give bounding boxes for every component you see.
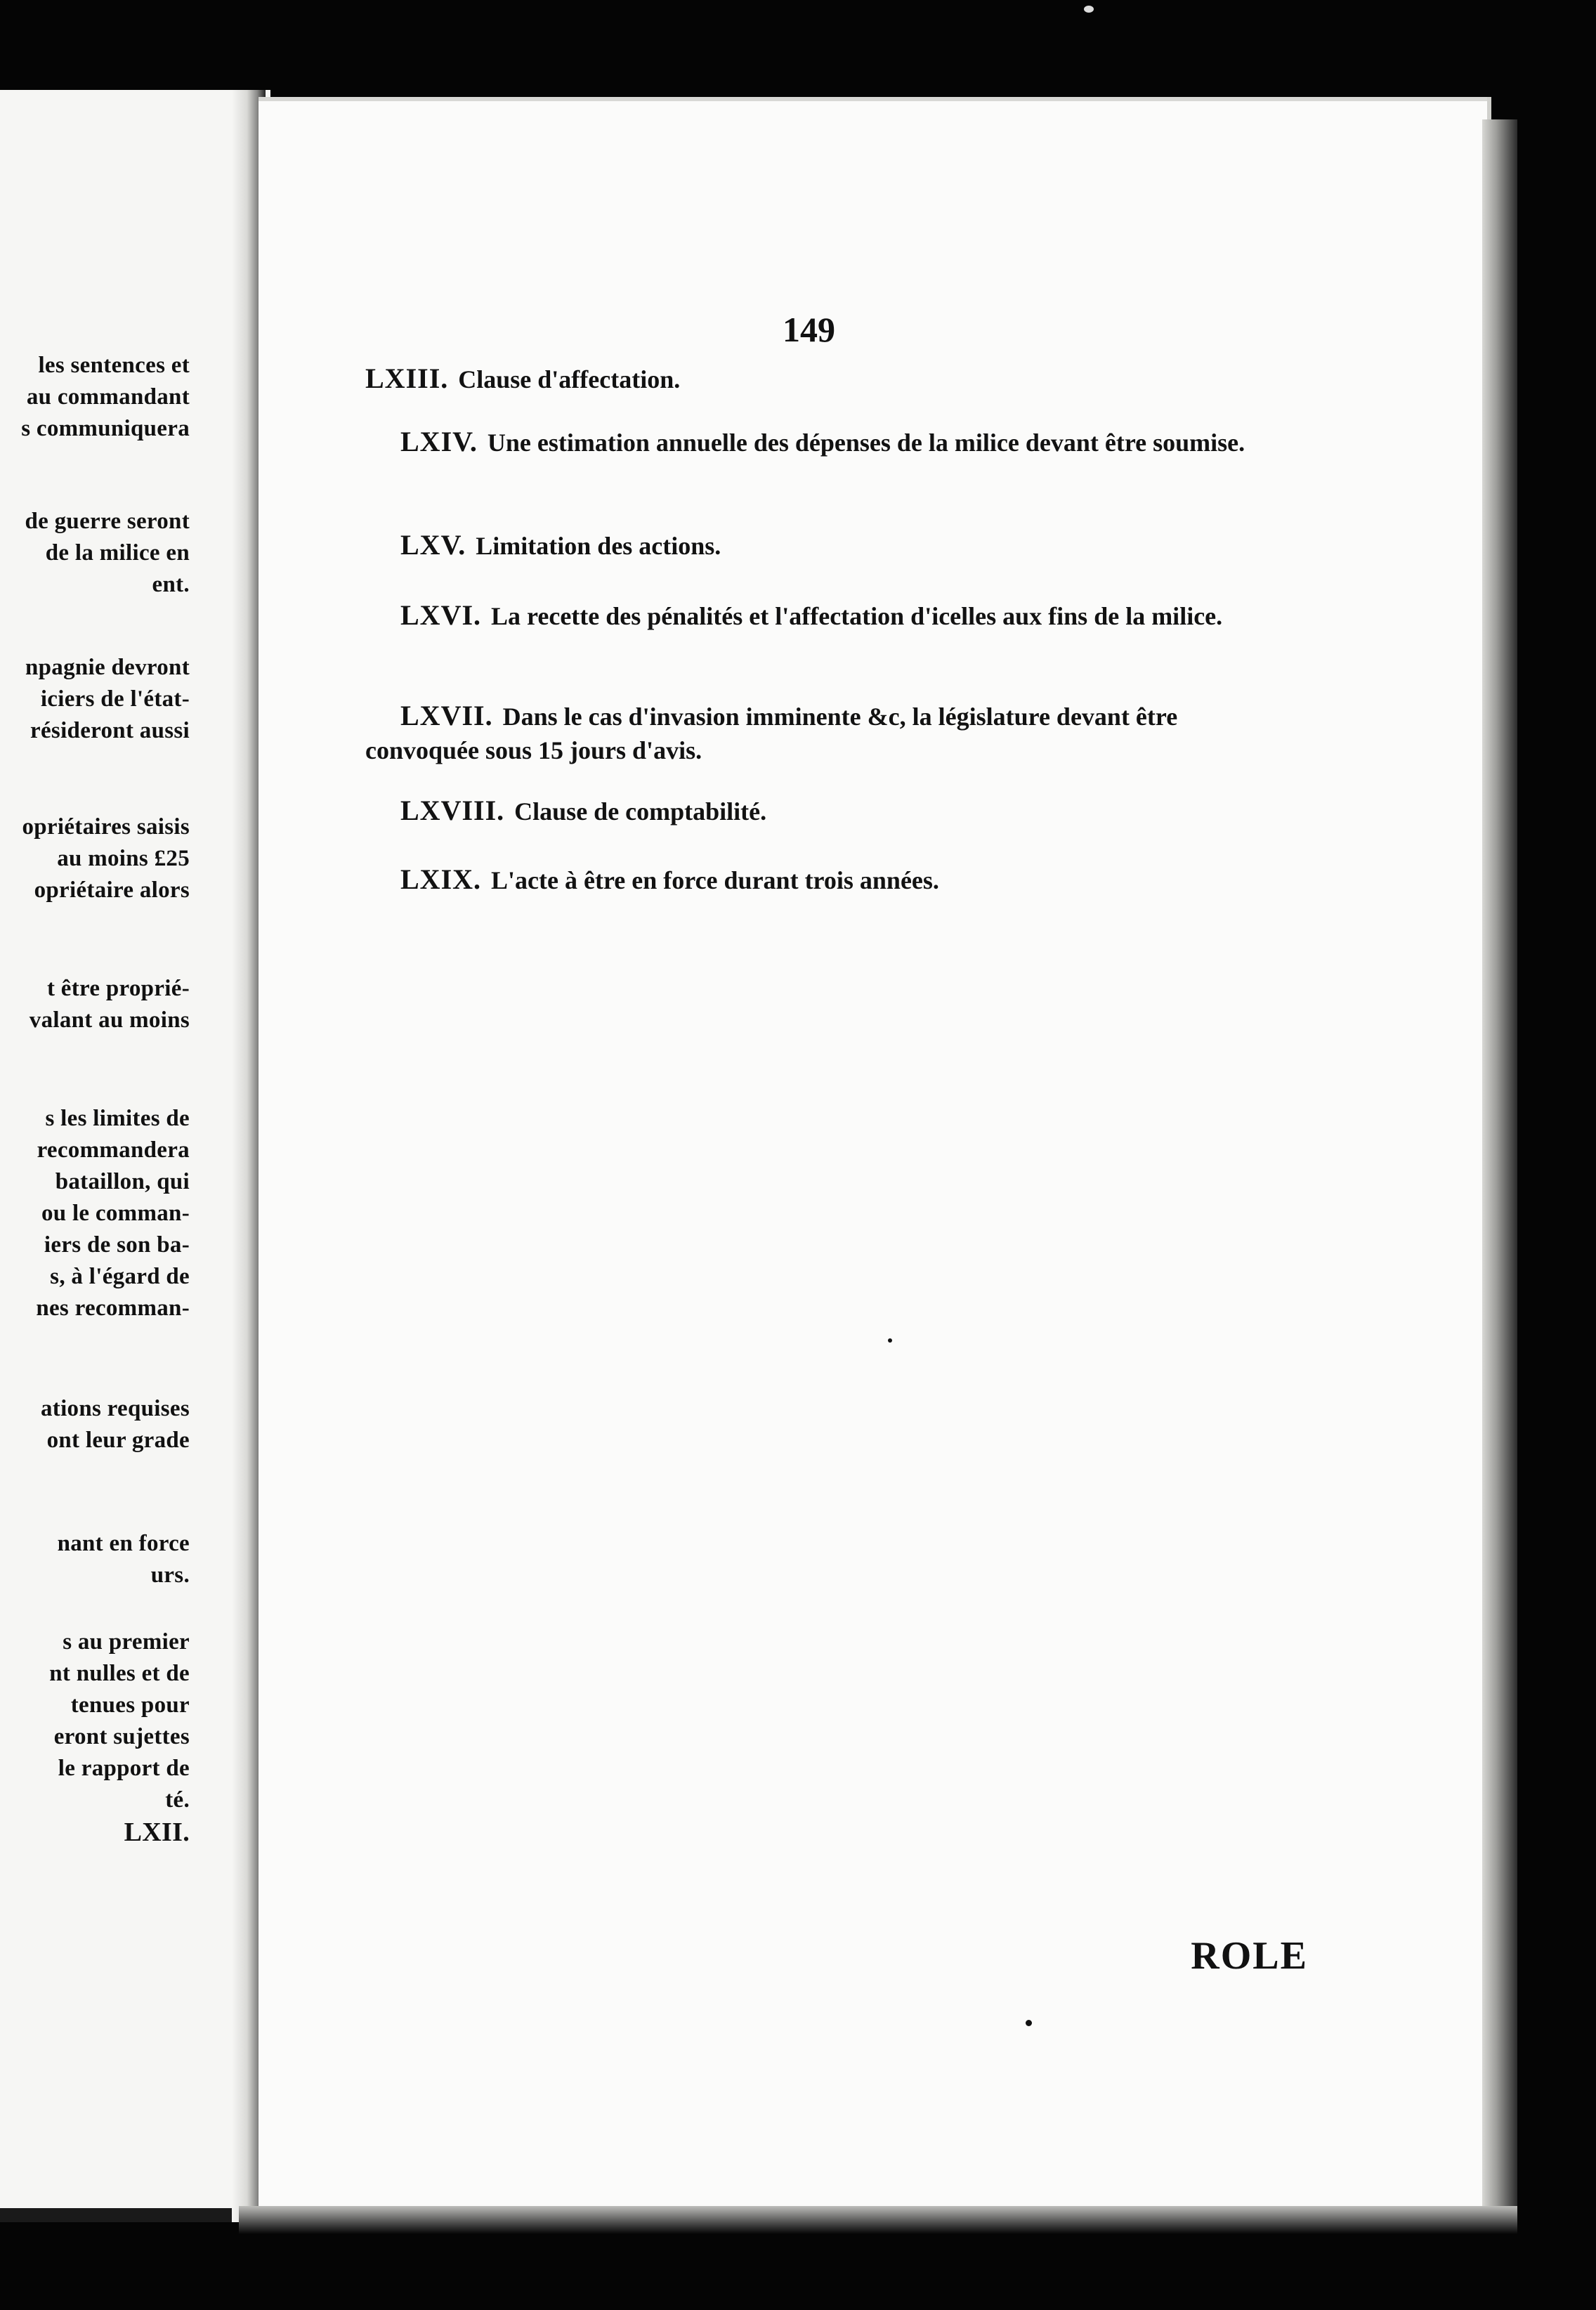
page-bottom-shadow xyxy=(239,2206,1517,2234)
left-page-line: bataillon, qui xyxy=(55,1169,190,1194)
left-page-line: nant en force xyxy=(57,1531,190,1556)
left-page-line: valant au moins xyxy=(29,1007,190,1033)
left-page-line: t être proprié- xyxy=(46,976,190,1001)
clause-text: L'acte à être en force durant trois années. xyxy=(491,866,939,894)
left-page-line: tenues pour xyxy=(70,1692,190,1718)
page-catchword: ROLE xyxy=(1191,1934,1308,1978)
left-page-line: résideront aussi xyxy=(30,718,190,743)
left-page-line: le rapport de xyxy=(58,1756,190,1781)
clause-lxiv xyxy=(365,425,1264,459)
clause-text: Une estimation annuelle des dépenses de la milice devant être soumise. xyxy=(487,429,1245,457)
left-page-line: nes recomman- xyxy=(36,1296,190,1321)
left-page-line: de la milice en xyxy=(45,540,190,566)
clause-number: LXV. xyxy=(400,529,466,561)
left-page-line: les sentences et xyxy=(38,353,190,378)
left-page-line: de guerre seront xyxy=(25,509,190,534)
ink-speck xyxy=(888,1338,892,1343)
clause-lxviii xyxy=(365,794,1264,828)
left-page-line: iers de son ba- xyxy=(44,1232,190,1258)
clause-number: LXVI. xyxy=(400,599,482,631)
clause-text: Dans le cas d'invasion imminente &c, la législature devant être convoquée sous 15 jours d'avis. xyxy=(365,703,1178,764)
left-page-line: au commandant xyxy=(26,384,190,410)
page-number: 149 xyxy=(783,310,835,349)
left-page-line: nt nulles et de xyxy=(49,1661,190,1686)
left-page-line: recommandera xyxy=(37,1137,190,1163)
ink-speck xyxy=(1026,2020,1032,2026)
left-page-line: s les limites de xyxy=(45,1106,190,1131)
clause-number: LXIV. xyxy=(400,426,478,457)
left-page-catchword: LXII. xyxy=(124,1818,190,1847)
left-page-line: ations requises xyxy=(40,1396,190,1421)
clause-text: La recette des pénalités et l'affectation d'icelles aux fins de la milice. xyxy=(491,602,1223,630)
clause-text: Clause de comptabilité. xyxy=(514,797,767,826)
left-page-line: opriétaires saisis xyxy=(22,814,190,840)
clause-number: LXIX. xyxy=(400,863,482,895)
clause-text: Clause d'affectation. xyxy=(458,365,681,393)
clause-lxvi xyxy=(365,599,1264,633)
current-page xyxy=(259,97,1491,2219)
left-page-line: s communiquera xyxy=(21,416,190,441)
left-page-line: s, à l'égard de xyxy=(50,1264,190,1289)
clause-lxvii xyxy=(365,699,1264,767)
left-page-line: iciers de l'état- xyxy=(40,686,190,712)
left-page-line: opriétaire alors xyxy=(34,877,190,903)
clause-lxiii xyxy=(365,362,1264,396)
left-page-line: eront sujettes xyxy=(53,1724,190,1749)
clause-lxv xyxy=(365,528,1264,563)
clause-number: LXVIII. xyxy=(400,795,505,826)
left-page-line: té. xyxy=(165,1787,190,1813)
clause-lxix xyxy=(365,863,1264,897)
left-page-line: au moins £25 xyxy=(57,846,190,871)
clause-number: LXIII. xyxy=(365,363,449,394)
left-page-line: ou le comman- xyxy=(41,1201,190,1226)
left-page-line: urs. xyxy=(150,1562,190,1588)
left-page-line: s au premier xyxy=(63,1629,190,1655)
current-page-edge xyxy=(1482,119,1517,2220)
left-page-line: ent. xyxy=(152,572,190,597)
left-page-line: ont leur grade xyxy=(46,1428,190,1453)
ink-speck xyxy=(1084,6,1094,13)
clause-text: Limitation des actions. xyxy=(476,532,721,560)
left-page-line: npagnie devront xyxy=(25,655,190,680)
clause-number: LXVII. xyxy=(400,700,493,731)
